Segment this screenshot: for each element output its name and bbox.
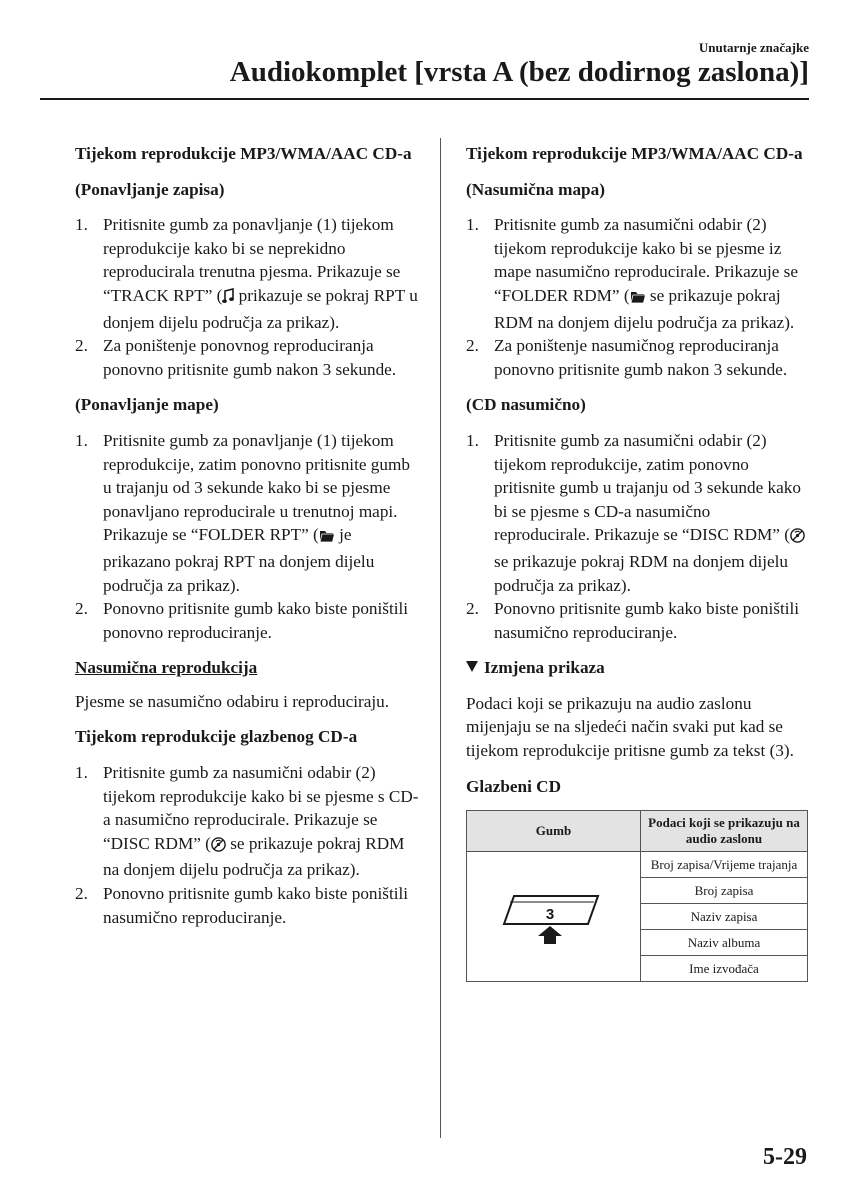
- button-number-label: 3: [545, 905, 554, 923]
- page-number: 5-29: [763, 1144, 807, 1170]
- right-list-cd-random: [466, 429, 808, 644]
- right-sub-cd-random: (CD nasumično): [466, 395, 586, 415]
- text-button-icon: [502, 882, 606, 948]
- left-column: [75, 142, 420, 941]
- left-heading-random: Nasumična reprodukcija: [75, 658, 258, 678]
- table-row: Broj zapisa: [641, 878, 808, 904]
- right-heading-display-change: Izmjena prikaza: [466, 656, 808, 680]
- list-item: 2. Ponovno pritisnite gumb kako biste poništili ponovno reproduciranje.: [75, 599, 409, 642]
- list-item: 1. Pritisnite gumb za nasumični odabir (2) tijekom reprodukcije kako bi se pjesme iz mape nasumično reproducirale. Prikazuje se “FOLDER RDM” ( se prikazuje pokraj RDM na donjem dijelu područja za prikaz).: [466, 215, 799, 332]
- list-item: 1. Pritisnite gumb za ponavljanje (1) tijekom reprodukcije kako bi se neprekidno reproducirala trenutna pjesma. Prikazuje se “TRACK RPT” ( prikazuje se pokraj RPT u donjem dijelu područja za prikaz).: [75, 215, 418, 332]
- table-row: Broj zapisa/Vrijeme trajanja: [641, 852, 808, 878]
- table-row: Ime izvođača: [641, 956, 808, 982]
- right-column: [466, 142, 808, 982]
- list-item: 2. Za poništenje nasumičnog reproduciranja ponovno pritisnite gumb nakon 3 sekunde.: [466, 336, 788, 379]
- left-heading-mp3: Tijekom reprodukcije MP3/WMA/AAC CD-a: [75, 144, 412, 163]
- table-row: Naziv zapisa: [641, 904, 808, 930]
- right-heading-mp3: Tijekom reprodukcije MP3/WMA/AAC CD-a: [466, 144, 803, 163]
- right-display-desc: Podaci koji se prikazuju na audio zaslonu mijenjaju se na sljedeći način svaki put kad se tijekom reprodukcije pritisne gumb za tekst (3).: [466, 693, 794, 761]
- left-random-desc: Pjesme se nasumično odabiru i reproduciraju.: [75, 691, 390, 711]
- folder-icon: [630, 287, 646, 311]
- button-illustration-cell: [467, 852, 641, 982]
- disc-icon: [211, 835, 226, 859]
- display-info-table: [466, 810, 808, 982]
- left-sub-track-repeat: (Ponavljanje zapisa): [75, 179, 225, 199]
- list-item: 2. Za poništenje ponovnog reproduciranja ponovno pritisnite gumb nakon 3 sekunde.: [75, 336, 397, 379]
- list-item: 1. Pritisnite gumb za ponavljanje (1) tijekom reprodukcije, zatim ponovno pritisnite gumb u trajanju od 3 sekunde kako bi se pjesme ponavljano reproducirale u trenutnoj mapi. Prikazuje se “FOLDER RPT” ( je prikazano pokraj RPT na donjem dijelu područja za prikaz).: [75, 430, 410, 595]
- right-heading-music-cd: Glazbeni CD: [466, 776, 562, 796]
- left-list-folder-repeat: [75, 429, 420, 644]
- disc-icon: [790, 526, 805, 550]
- folder-icon: [319, 526, 335, 550]
- press-arrow-icon: [538, 926, 562, 944]
- list-item: 2. Ponovno pritisnite gumb kako biste poništili nasumično reproduciranje.: [466, 599, 800, 642]
- list-item: 1. Pritisnite gumb za nasumični odabir (2) tijekom reprodukcije, zatim ponovno pritisnite gumb u trajanju od 3 sekunde kako bi se pjesme s CD-a nasumično reproducirale. Prikazuje se “DISC RDM” ( se prikazuje pokraj RDM na donjem dijelu područja za prikaz).: [466, 429, 808, 597]
- header-rule: [40, 98, 809, 100]
- column-divider: [440, 138, 441, 1138]
- list-item: 2. Ponovno pritisnite gumb kako biste poništili nasumično reproduciranje.: [75, 884, 409, 927]
- page-title: Audiokomplet [vrsta A (bez dodirnog zaslona)]: [229, 56, 809, 88]
- music-note-icon: [222, 287, 234, 311]
- left-list-disc-random: [75, 761, 420, 929]
- table-header-display-data: Podaci koji se prikazuju na audio zaslonu: [641, 811, 808, 852]
- left-sub-folder-repeat: (Ponavljanje mape): [75, 395, 219, 415]
- right-list-folder-random: [466, 213, 808, 381]
- table-header-button: Gumb: [467, 811, 641, 852]
- left-list-track-repeat: [75, 213, 420, 381]
- section-label: Unutarnje značajke: [698, 40, 809, 55]
- table-row: Naziv albuma: [641, 930, 808, 956]
- triangle-down-icon: [466, 661, 478, 672]
- right-sub-folder-random: (Nasumična mapa): [466, 179, 605, 199]
- left-heading-music-cd: Tijekom reprodukcije glazbenog CD-a: [75, 727, 358, 747]
- list-item: 1. Pritisnite gumb za nasumični odabir (2) tijekom reprodukcije kako bi se pjesme s CD-a nasumično reproducirale. Prikazuje se “DISC RDM” ( se prikazuje pokraj RDM na donjem dijelu područja za prikaz).: [75, 763, 419, 880]
